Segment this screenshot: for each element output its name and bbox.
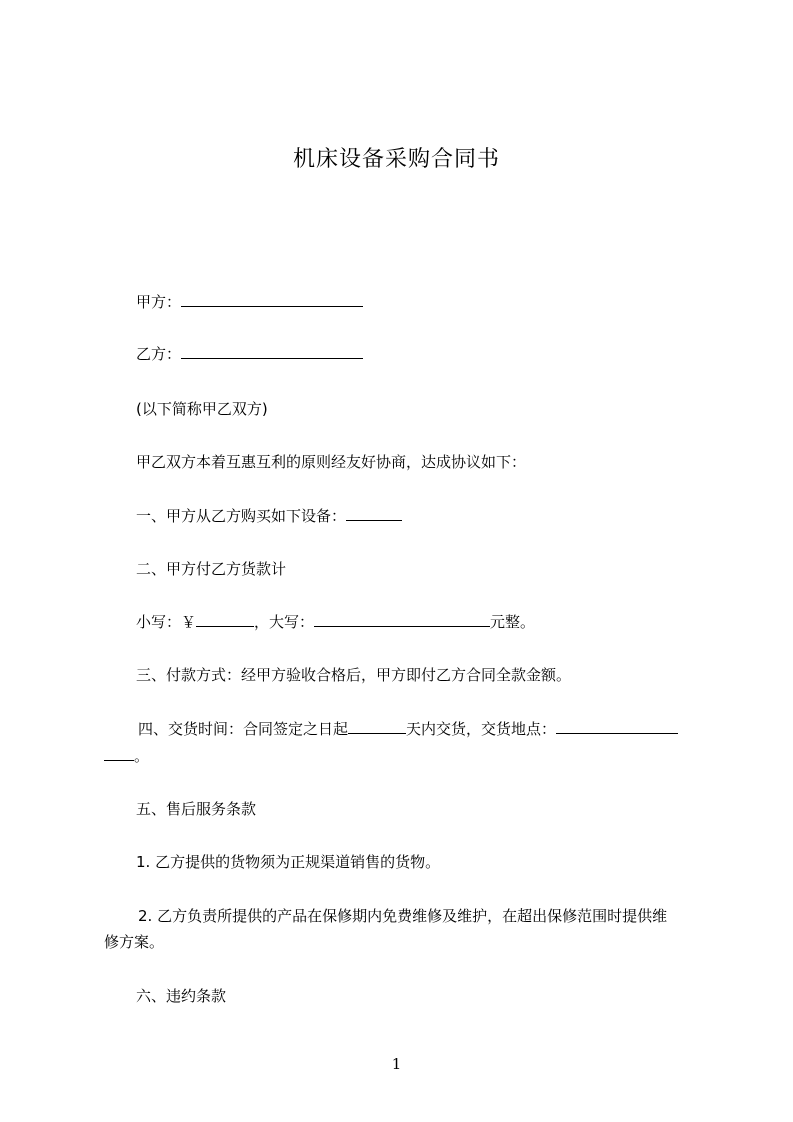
clause-6-heading: 六、违约条款 — [136, 987, 227, 1005]
clause-4-text-b: 天内交货，交货地点： — [406, 720, 557, 738]
clause-5-item-1: 1. 乙方提供的货物须为正规渠道销售的货物。 — [136, 853, 441, 871]
small-amount-label: 小写：￥ — [136, 613, 197, 631]
clause-4-end: 。 — [134, 747, 150, 765]
clause-3: 三、付款方式：经甲方验收合格后，甲方即付乙方合同全款金额。 — [136, 666, 572, 684]
party-b-label: 乙方： — [136, 345, 182, 363]
delivery-place-blank[interactable] — [556, 717, 678, 734]
clause-2: 二、甲方付乙方货款计 — [136, 560, 287, 578]
clause-4-continuation — [104, 744, 704, 768]
party-b-line — [104, 342, 736, 366]
big-amount-label: ，大写： — [254, 613, 315, 631]
preamble: 甲乙双方本着互惠互利的原则经友好协商，达成协议如下： — [136, 453, 527, 471]
clause-1-text: 一、甲方从乙方购买如下设备： — [136, 507, 347, 525]
clause-5-item-2-line-1: 2. 乙方负责所提供的产品在保修期内免费维修及维护，在超出保修范围时提供维 — [138, 907, 668, 925]
delivery-days-blank[interactable] — [348, 717, 406, 734]
clause-5-heading: 五、售后服务条款 — [136, 800, 257, 818]
party-b-blank[interactable] — [181, 342, 363, 359]
document-title: 机床设备采购合同书 — [292, 147, 500, 172]
clause-1 — [104, 504, 736, 528]
equipment-blank[interactable] — [346, 504, 402, 521]
abbreviation-note: (以下简称甲乙双方) — [136, 400, 268, 418]
clause-5-item-2-line-2: 修方案。 — [104, 933, 165, 951]
party-a-blank[interactable] — [181, 290, 363, 307]
page-number: 1 — [391, 1055, 402, 1073]
party-a-label: 甲方： — [136, 293, 182, 311]
clause-2-amount — [104, 610, 736, 634]
delivery-place-blank-cont[interactable] — [104, 744, 134, 761]
amount-unit: 元整。 — [490, 613, 536, 631]
clause-4 — [104, 717, 738, 741]
small-amount-blank[interactable] — [196, 610, 254, 627]
clause-4-text-a: 四、交货时间：合同签定之日起 — [138, 720, 349, 738]
party-a-line — [104, 290, 736, 314]
big-amount-blank[interactable] — [314, 610, 490, 627]
